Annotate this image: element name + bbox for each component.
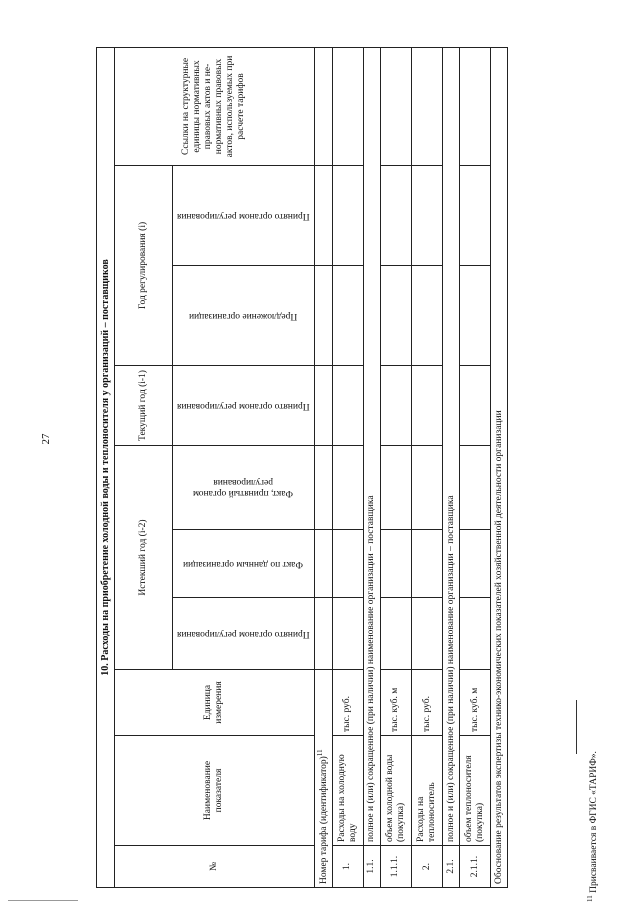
tariff-number-row: Номер тарифа (идентификатор)$^{11}$ — [314, 670, 332, 888]
table-row: 2.1.1. объем теплоносителя (покупка) тыс. куб. м — [459, 47, 490, 887]
table-row: 2.1. полное и (или) сокращенное (при наличии) наименование организации – поставщика — [443, 47, 460, 887]
justification-row: Обоснование результатов экспертизы технико-экономических показателей хозяйственной деятельности организации — [491, 47, 508, 887]
header-unit: Единица измерения — [114, 670, 314, 736]
header-period-prev1: Текущий год (i-1) — [114, 366, 172, 446]
page-number: 27 — [40, 433, 52, 445]
table-row: 1.1. полное и (или) сокращенное (при наличии) наименование организации – поставщика — [363, 47, 380, 887]
header-references: Ссылки на структурные единицы нормативных правовых актов и не-нормативных правовых актов, используемых при расчете тарифов — [114, 47, 314, 165]
header-actual-accepted: Факт, принятый органом регулирования — [173, 446, 315, 530]
footnote: $^{11}$ Присваивается в ФГИС «ТАРИФ». — [586, 751, 600, 902]
header-accepted-reg: Принято органом регулирования — [173, 166, 315, 266]
table-row: 1. Расходы на холодную воду тыс. руб. — [332, 47, 363, 887]
expenses-table — [96, 47, 508, 888]
table-row: 2. Расходы на теплоноситель тыс. руб. — [411, 47, 442, 887]
scan-edge-line — [8, 900, 78, 901]
section-title: 10. Расходы на приобретение холодной воды и теплоносителя у организаций – поставщиков — [97, 47, 115, 887]
header-period-reg: Год регулирования (i) — [114, 166, 172, 366]
header-proposal-org: Предложение организации — [173, 266, 315, 366]
footnote-separator — [576, 700, 577, 754]
header-indicator: Наименование показателя — [114, 736, 314, 846]
rotated-table-wrapper — [96, 48, 508, 888]
header-no: № — [114, 846, 314, 888]
header-period-prev2: Истекший год (i-2) — [114, 446, 172, 670]
header-actual-org: Факт по данным организации — [173, 530, 315, 598]
header-accepted-prev1: Принято органом регулирования — [173, 366, 315, 446]
table-row: 1.1.1. объем холодной воды (покупка) тыс. куб. м — [380, 47, 411, 887]
header-accepted-prev2: Принято органом регулирования — [173, 598, 315, 670]
